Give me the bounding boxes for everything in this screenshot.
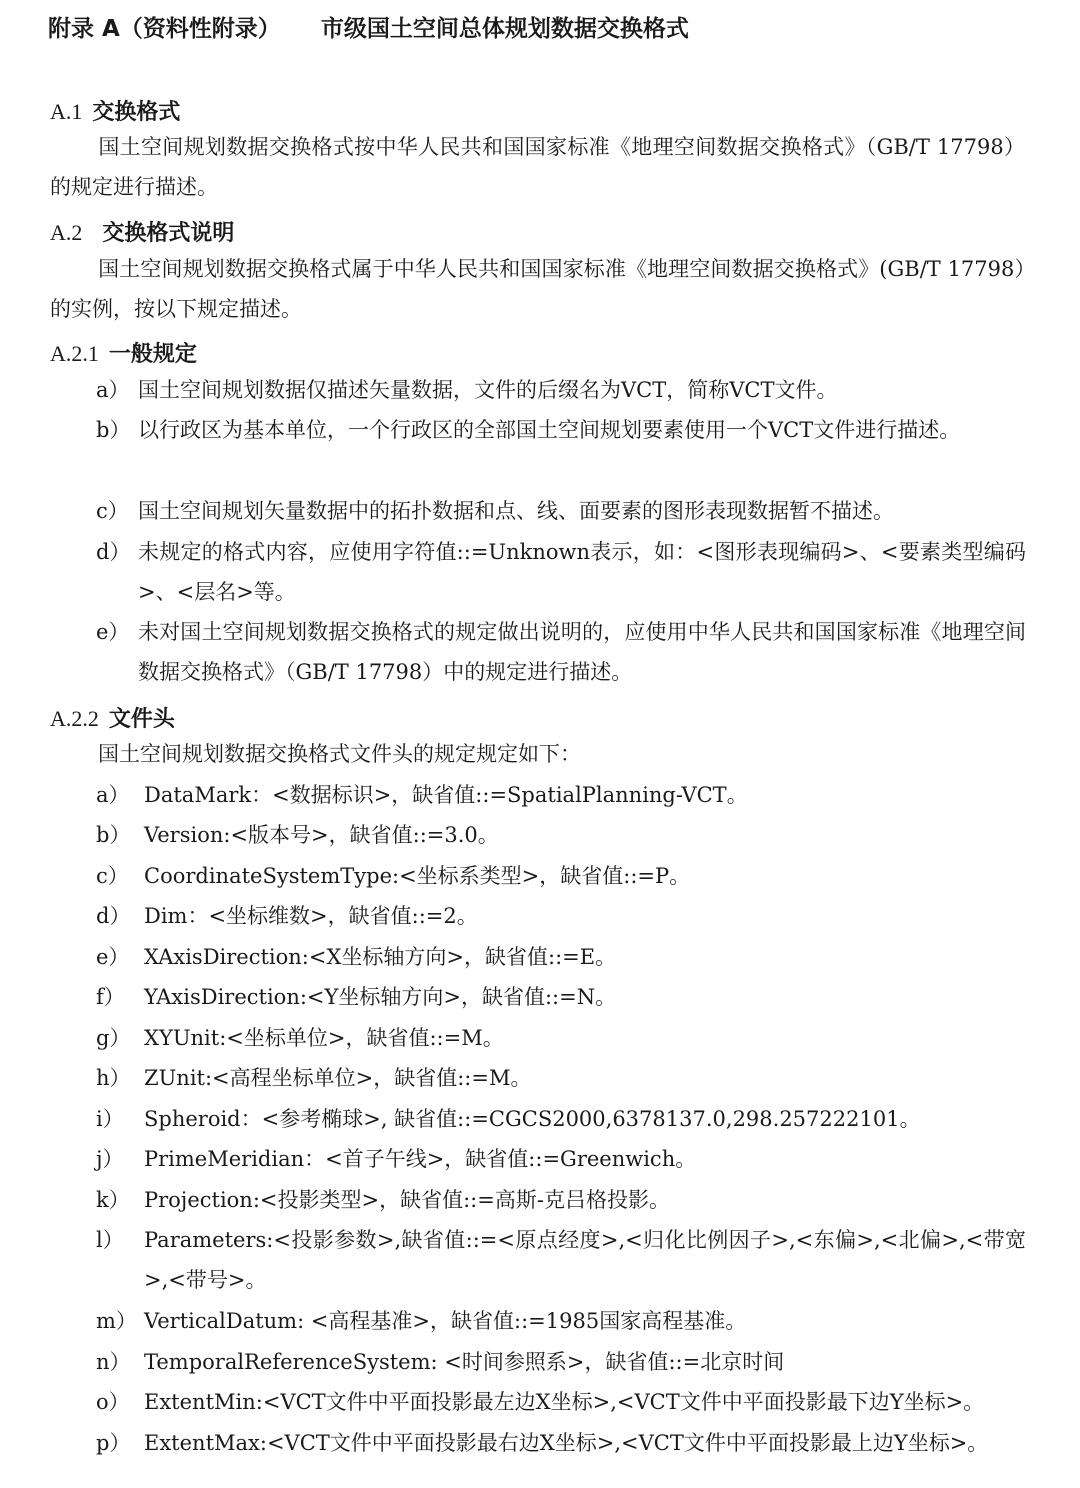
list-item: d） Dim：<坐标维数>，缺省值::=2。 bbox=[96, 904, 478, 928]
appendix-title bbox=[48, 10, 689, 43]
paragraph-a1: 国土空间规划数据交换格式按中华人民共和国国家标准《地理空间数据交换格式》（GB/T 17798）的规定进行描述。 bbox=[50, 135, 1025, 199]
section-number: A.2.1 bbox=[50, 341, 99, 366]
paragraph-a22-intro: 国土空间规划数据交换格式文件头的规定规定如下： bbox=[98, 742, 581, 766]
section-heading-a1 bbox=[50, 95, 180, 126]
section-number: A.2.2 bbox=[50, 706, 99, 731]
list-item: e） XAxisDirection:<X坐标轴方向>，缺省值::=E。 bbox=[96, 945, 617, 969]
list-item: c） CoordinateSystemType:<坐标系类型>，缺省值::=P。 bbox=[96, 864, 691, 888]
section-number: A.1 bbox=[50, 99, 83, 124]
list-item: a） 国土空间规划数据仅描述矢量数据，文件的后缀名为VCT，简称VCT文件。 bbox=[96, 378, 838, 402]
list-item: b） Version:<版本号>，缺省值::=3.0。 bbox=[96, 823, 499, 847]
list-item: p） ExtentMax:<VCT文件中平面投影最右边X坐标>,<VCT文件中平面投影最上边Y坐标>。 bbox=[96, 1431, 989, 1455]
section-title: 文件头 bbox=[108, 707, 175, 732]
section-heading-a2 bbox=[50, 216, 234, 247]
section-heading-a21 bbox=[50, 337, 197, 368]
list-item: g） XYUnit:<坐标单位>，缺省值::=M。 bbox=[96, 1026, 504, 1050]
list-item: c） 国土空间规划矢量数据中的拓扑数据和点、线、面要素的图形表现数据暂不描述。 bbox=[96, 499, 894, 523]
list-item: e） 未对国土空间规划数据交换格式的规定做出说明的，应使用中华人民共和国国家标准《地理空间数据交换格式》（GB/T 17798）中的规定进行描述。 bbox=[96, 620, 1026, 684]
list-item: o） ExtentMin:<VCT文件中平面投影最左边X坐标>,<VCT文件中平面投影最下边Y坐标>。 bbox=[96, 1390, 985, 1414]
list-item: m） VerticalDatum: <高程基准>，缺省值::=1985国家高程基准。 bbox=[96, 1309, 747, 1333]
appendix-subject: 市级国土空间总体规划数据交换格式 bbox=[320, 16, 689, 42]
section-title: 交换格式说明 bbox=[102, 221, 235, 246]
list-item: a） DataMark：<数据标识>，缺省值::=SpatialPlanning-VCT。 bbox=[96, 783, 748, 807]
list-item: d） 未规定的格式内容，应使用字符值::=Unknown表示，如：<图形表现编码>、<要素类型编码>、<层名>等。 bbox=[96, 540, 1026, 604]
section-number: A.2 bbox=[50, 220, 83, 245]
section-title: 交换格式 bbox=[92, 100, 181, 125]
section-heading-a22 bbox=[50, 702, 175, 733]
list-item: b） 以行政区为基本单位，一个行政区的全部国土空间规划要素使用一个VCT文件进行描述。 bbox=[96, 418, 961, 442]
list-item: k） Projection:<投影类型>，缺省值::=高斯-克吕格投影。 bbox=[96, 1188, 670, 1212]
list-item: h） ZUnit:<高程坐标单位>，缺省值::=M。 bbox=[96, 1066, 532, 1090]
list-item: n） TemporalReferenceSystem: <时间参照系>，缺省值::=北京时间 bbox=[96, 1350, 785, 1374]
list-item: i） Spheroid：<参考椭球>, 缺省值::=CGCS2000,6378137.0,298.257222101。 bbox=[96, 1107, 921, 1131]
section-title: 一般规定 bbox=[108, 342, 197, 367]
paragraph-a2: 国土空间规划数据交换格式属于中华人民共和国国家标准《地理空间数据交换格式》(GB/T 17798）的实例，按以下规定描述。 bbox=[50, 257, 1025, 321]
list-item: f） YAxisDirection:<Y坐标轴方向>，缺省值::=N。 bbox=[96, 985, 617, 1009]
appendix-label: 附录 A（资料性附录） bbox=[48, 16, 281, 42]
list-item: j） PrimeMeridian：<首子午线>，缺省值::=Greenwich。 bbox=[96, 1147, 697, 1171]
list-item: l） Parameters:<投影参数>,缺省值::=<原点经度>,<归化比例因子>,<东偏>,<北偏>,<带宽>,<带号>。 bbox=[96, 1228, 1026, 1292]
